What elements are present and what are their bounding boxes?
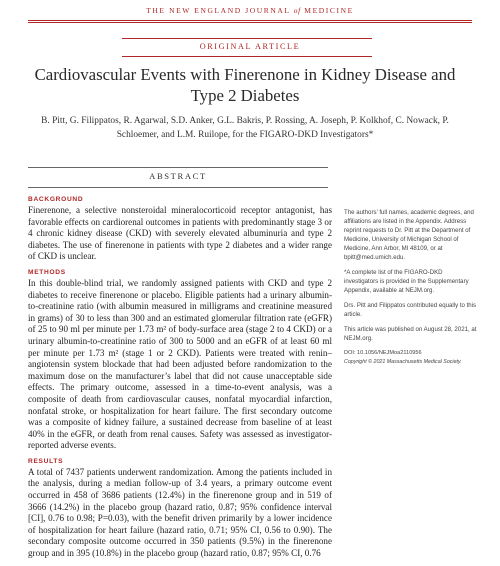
results-heading: RESULTS: [28, 457, 64, 465]
abstract-body: [28, 196, 332, 566]
abstract-label: ABSTRACT: [149, 171, 207, 181]
methods-text: In this double-blind trial, we randomly assigned patients with CKD and type 2 diabetes to receive finerenone or placebo. Eligible patients had a urinary albumin-to-creatinine ratio (with albumin measured in milligrams and creatinine measured in grams) of 30 to less than 300 and an estimated glomerular filtration rate (eGFR) of 25 to 90 ml per minute per 1.73 m² of body-surface area (stage 2 to 4 CKD) or a urinary albumin-to-creatinine ratio of 300 to 5000 and an eGFR of at least 60 ml per minute per 1.73 m² (stage 1 or 2 CKD). Patients were treated with renin–angiotensin system blockade that had been adjusted before randomization to the maximum dose on the manufacturer’s label that did not cause unacceptable side effects. The primary outcome, assessed in a time-to-event analysis, was a composite of death from cardiovascular causes, nonfatal myocardial infarction, nonfatal stroke, or hospitalization for heart failure. The first secondary outcome was a composite of kidney failure, a sustained decrease from baseline of at least 40% in the eGFR, or death from renal causes. Safety was assessed as investigator-reported adverse events.: [28, 277, 332, 451]
affiliations-note: The authors’ full names, academic degrees, and affiliations are listed in the Appendix. Address reprint requests to Dr. Pitt at the Department of Medicine, University of Michigan School of Medicine, Ann Arbor, MI 48109, or at bpitt@med.umich.edu.: [344, 209, 474, 261]
article-type-rule-bottom: [122, 56, 372, 57]
background-text: Finerenone, a selective nonsteroidal mineralocorticoid receptor antagonist, has favorable effects on cardiorenal outcomes in patients with predominantly stage 3 or 4 chronic kidney disease (CKD) with severely elevated albuminuria and type 2 diabetes. The use of finerenone in patients with type 2 diabetes and a wider range of CKD is unclear.: [28, 205, 332, 262]
article-type-rule-top: [122, 38, 372, 39]
copyright-note: Copyright © 2021 Massachusetts Medical Society.: [344, 359, 462, 365]
background-heading: BACKGROUND: [28, 196, 84, 203]
article-type-label: ORIGINAL ARTICLE: [199, 42, 301, 51]
abstract-rule-top: [28, 167, 328, 168]
sidebar-notes: [344, 208, 478, 367]
publication-note: This article was published on August 28, 2021, at NEJM.org.: [344, 326, 477, 342]
journal-name-prefix: THE NEW ENGLAND JOURNAL: [146, 6, 294, 15]
journal-name-of: of: [293, 6, 301, 15]
article-title: Cardiovascular Events with Finerenone in Kidney Disease and Type 2 Diabetes: [34, 65, 456, 105]
abstract-rule-bottom: [28, 187, 328, 188]
results-text: A total of 7437 patients underwent randomization. Among the patients included in the analysis, during a median follow-up of 3.4 years, a primary outcome event occurred in 458 of 3686 patients (12.4%) in the finerenone group and in 519 of 3666 (14.2%) in the placebo group (hazard ratio, 0.87; 95% confidence interval [CI], 0.76 to 0.98; P=0.03), with the benefit driven primarily by a lower incidence of hospitalization for heart failure (hazard ratio, 0.71; 95% CI, 0.56 to 0.90). The secondary composite outcome occurred in 350 patients (9.5%) in the finerenone group and in 395 (10.8%) in the placebo group (hazard ratio, 0.87; 95% CI, 0.76: [28, 466, 332, 559]
masthead-rule: [28, 20, 472, 21]
journal-masthead: [0, 6, 500, 15]
investigators-note: *A complete list of the FIGARO-DKD investigators is provided in the Supplementary Appendix, available at NEJM.org.: [344, 269, 469, 294]
doi-link[interactable]: DOI: 10.1056/NEJMoa2110956: [344, 350, 422, 356]
author-list: B. Pitt, G. Filippatos, R. Agarwal, S.D. Anker, G.L. Bakris, P. Rossing, A. Joseph, P. Kolkhof, C. Nowack, P. Schloemer, and L.M. Ruilope, for the FIGARO-DKD Investigators*: [41, 116, 449, 140]
equal-contribution-note: Drs. Pitt and Filippatos contributed equally to this article.: [344, 302, 477, 318]
methods-heading: METHODS: [28, 268, 66, 276]
journal-name-suffix: MEDICINE: [300, 6, 354, 15]
masthead-rule-thin: [28, 22, 472, 23]
